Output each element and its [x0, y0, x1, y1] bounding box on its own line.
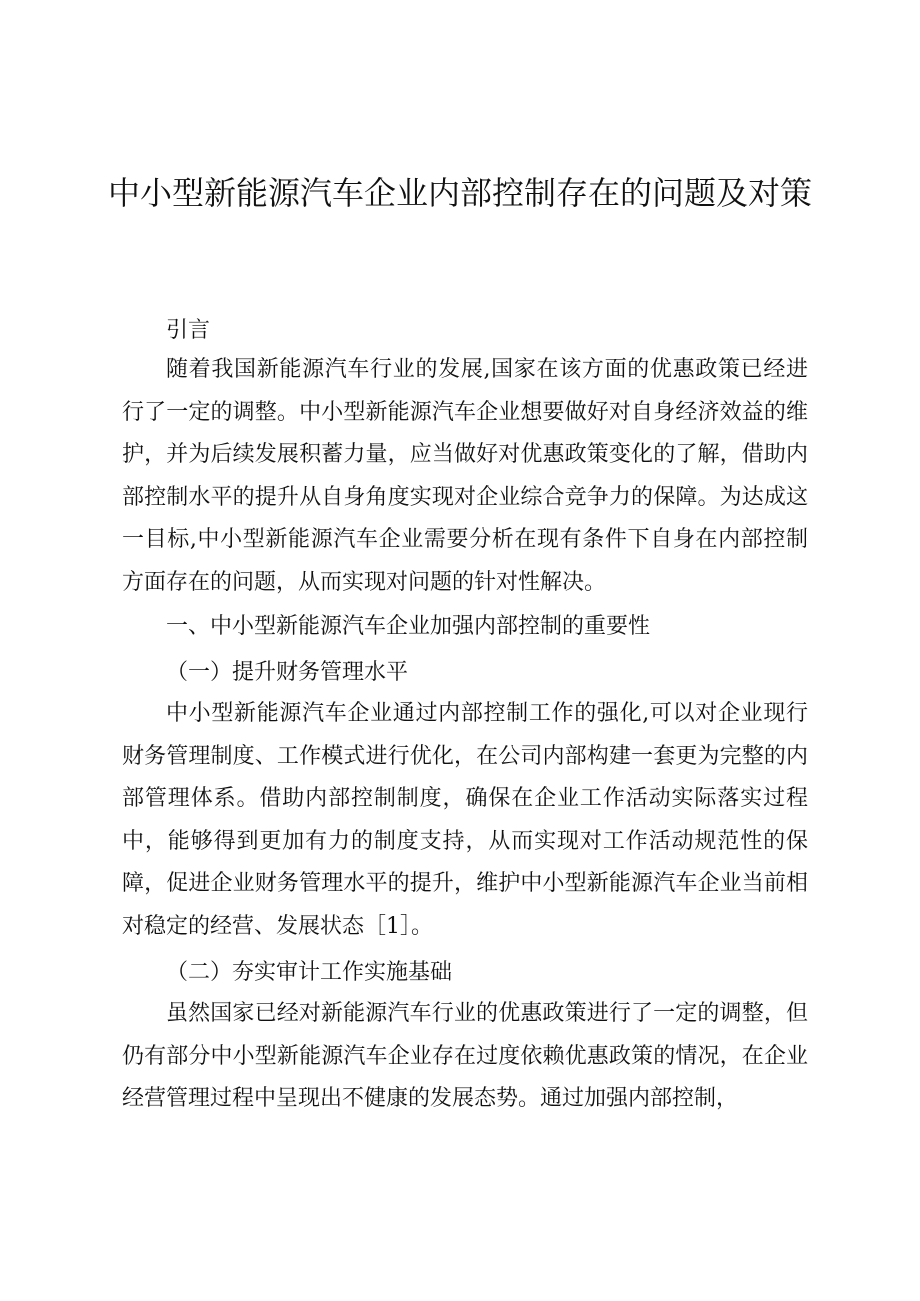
- intro-paragraph: 随着我国新能源汽车行业的发展,国家在该方面的优惠政策已经进行了一定的调整。中小型新能源汽车企业想要做好对自身经济效益的维护，并为后续发展积蓄力量，应当做好对优惠政策变化的了解，借助内部控制水平的提升从自身角度实现对企业综合竞争力的保障。为达成这一目标,中小型新能源汽车企业需要分析在现有条件下自身在内部控制方面存在的问题，从而实现对问题的针对性解决。: [122, 357, 808, 595]
- subsection-heading: （一）提升财务管理水平: [166, 660, 409, 685]
- document-title: 中小型新能源汽车企业内部控制存在的问题及对策: [107, 174, 812, 212]
- subsection-paragraph: 中小型新能源汽车企业通过内部控制工作的强化,可以对企业现行财务管理制度、工作模式进行优化，在公司内部构建一套更为完整的内部管理体系。借助内部控制制度，确保在企业工作活动实际落实过程中，能够得到更加有力的制度支持，从而实现对工作活动规范性的保障，促进企业财务管理水平的提升，维护中小型新能源汽车企业当前相对稳定的经营、发展状态［1］。: [122, 701, 808, 939]
- subsection-paragraph: 虽然国家已经对新能源汽车行业的优惠政策进行了一定的调整，但仍有部分中小型新能源汽车企业存在过度依赖优惠政策的情况，在企业经营管理过程中呈现出不健康的发展态势。通过加强内部控制，: [122, 1001, 808, 1111]
- subsection-heading: （二）夯实审计工作实施基础: [166, 960, 453, 985]
- section-heading: 一、中小型新能源汽车企业加强内部控制的重要性: [166, 614, 651, 639]
- intro-label: 引言: [166, 318, 211, 343]
